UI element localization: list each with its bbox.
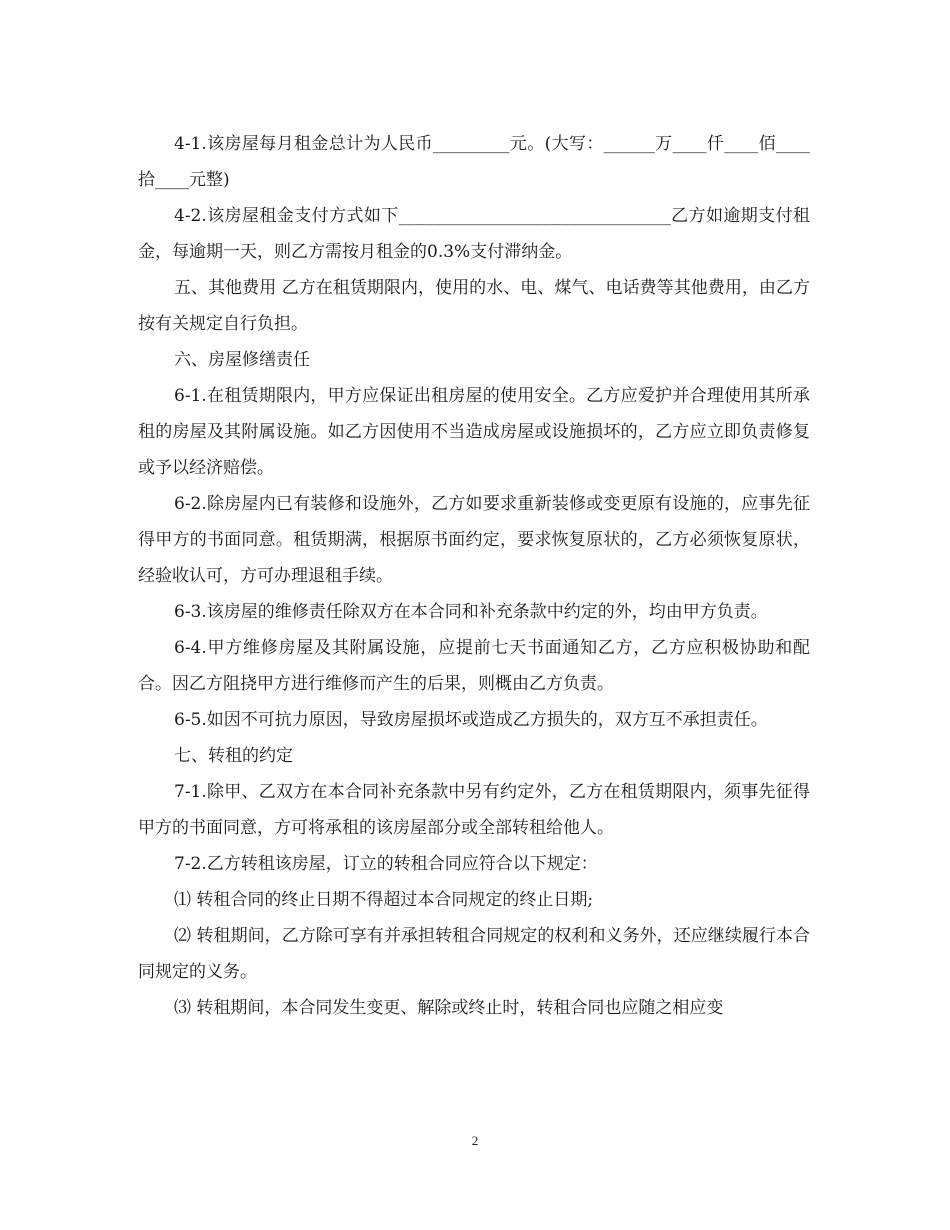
heading-section-7: 七、转租的约定 <box>174 746 293 766</box>
paragraph-4-1: 4-1.该房屋每月租金总计为人民币_________元。(大写：______万____仟____佰____拾____元整) <box>138 134 810 190</box>
paragraph-6-2: 6-2.除房屋内已有装修和设施外，乙方如要求重新装修或变更原有设施的，应事先征得甲方的书面同意。租赁期满，根据原书面约定，要求恢复原状的，乙方必须恢复原状，经验收认可，方可办理退租手续。 <box>138 494 810 586</box>
list-item-3: ⑶ 转租期间，本合同发生变更、解除或终止时，转租合同也应随之相应变 <box>174 998 724 1018</box>
list-item-2: ⑵ 转租期间，乙方除可享有并承担转租合同规定的权利和义务外，还应继续履行本合同规定的义务。 <box>138 926 810 982</box>
heading-section-6: 六、房屋修缮责任 <box>174 350 310 370</box>
paragraph-7-1: 7-1.除甲、乙双方在本合同补充条款中另有约定外，乙方在租赁期限内，须事先征得甲方的书面同意，方可将承租的该房屋部分或全部转租给他人。 <box>138 782 810 838</box>
paragraph-6-5: 6-5.如因不可抗力原因，导致房屋损坏或造成乙方损失的，双方互不承担责任。 <box>174 710 768 730</box>
paragraph-6-1: 6-1.在租赁期限内，甲方应保证出租房屋的使用安全。乙方应爱护并合理使用其所承租的房屋及其附属设施。如乙方因使用不当造成房屋或设施损坏的，乙方应立即负责修复或予以经济赔偿。 <box>138 386 810 478</box>
paragraph-section-5: 五、其他费用 乙方在租赁期限内，使用的水、电、煤气、电话费等其他费用，由乙方按有关规定自行负担。 <box>138 278 810 334</box>
paragraph-6-4: 6-4.甲方维修房屋及其附属设施，应提前七天书面通知乙方，乙方应积极协助和配合。因乙方阻挠甲方进行维修而产生的后果，则概由乙方负责。 <box>138 638 810 694</box>
paragraph-4-2: 4-2.该房屋租金支付方式如下________________________________乙方如逾期支付租金，每逾期一天，则乙方需按月租金的0.3%支付滞纳金。 <box>138 206 810 262</box>
paragraph-6-3: 6-3.该房屋的维修责任除双方在本合同和补充条款中约定的外，均由甲方负责。 <box>174 602 768 622</box>
page-number: 2 <box>471 1133 479 1148</box>
document-body <box>138 126 810 1026</box>
paragraph-7-2: 7-2.乙方转租该房屋，订立的转租合同应符合以下规定： <box>174 854 598 874</box>
list-item-1: ⑴ 转租合同的终止日期不得超过本合同规定的终止日期; <box>174 890 594 910</box>
